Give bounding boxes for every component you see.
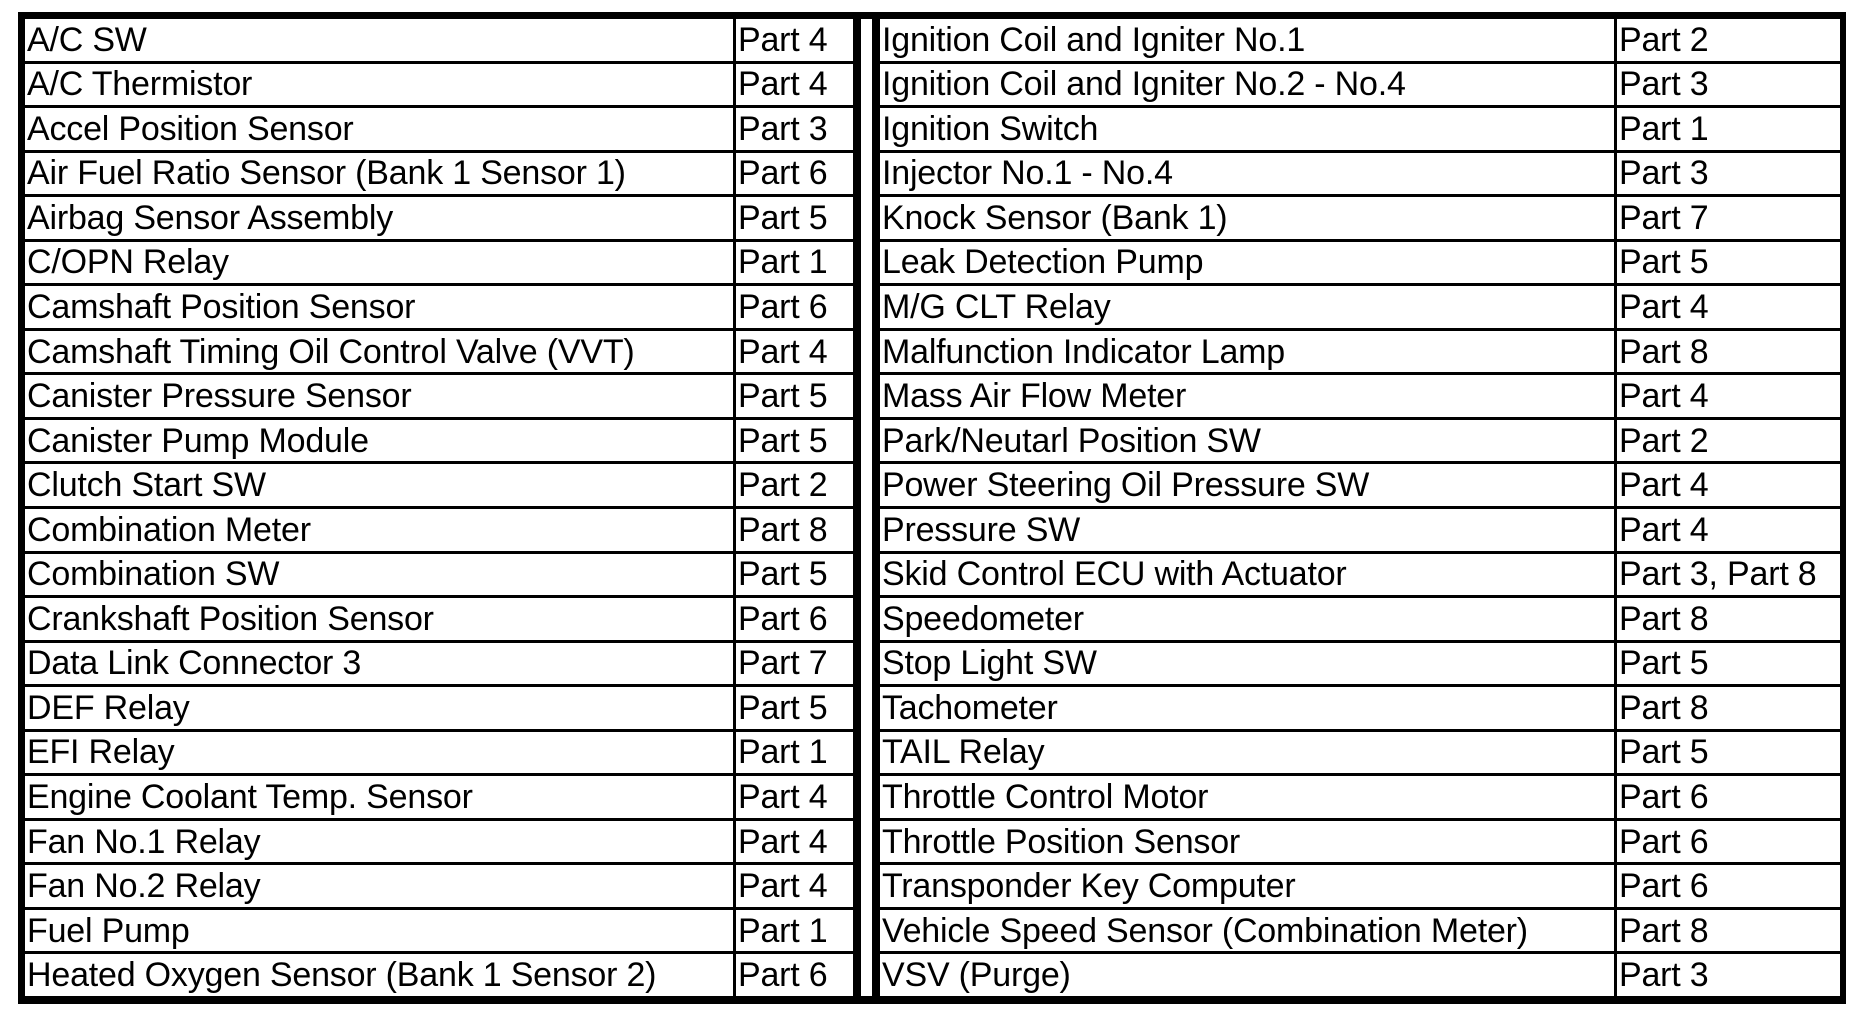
part-reference-cell: Part 1: [736, 732, 853, 774]
component-name-cell: Canister Pressure Sensor: [25, 375, 733, 417]
part-reference-cell: Part 4: [1617, 464, 1840, 506]
table-row: [880, 954, 1840, 996]
component-name-cell: Leak Detection Pump: [880, 242, 1614, 284]
table-row: [880, 108, 1840, 150]
table-row: [880, 910, 1840, 952]
table-row: [880, 19, 1840, 61]
part-reference-cell: Part 6: [1617, 865, 1840, 907]
table-row: [880, 331, 1840, 373]
part-reference-cell: Part 3: [1617, 954, 1840, 996]
table-row: [25, 687, 853, 729]
table-row: [25, 375, 853, 417]
component-name-cell: EFI Relay: [25, 732, 733, 774]
part-reference-cell: Part 4: [736, 865, 853, 907]
right-component-table: [880, 19, 1840, 996]
part-reference-cell: Part 7: [1617, 197, 1840, 239]
part-reference-cell: Part 6: [736, 153, 853, 195]
part-reference-cell: Part 8: [736, 509, 853, 551]
part-reference-cell: Part 3: [1617, 64, 1840, 106]
table-row: [25, 197, 853, 239]
part-reference-cell: Part 8: [1617, 331, 1840, 373]
component-name-cell: Throttle Position Sensor: [880, 821, 1614, 863]
part-reference-cell: Part 1: [1617, 108, 1840, 150]
part-reference-cell: Part 8: [1617, 687, 1840, 729]
table-row: [25, 19, 853, 61]
component-name-cell: Speedometer: [880, 598, 1614, 640]
part-reference-cell: Part 1: [736, 242, 853, 284]
part-reference-cell: Part 6: [736, 598, 853, 640]
table-row: [25, 108, 853, 150]
part-reference-cell: Part 8: [1617, 598, 1840, 640]
table-row: [25, 420, 853, 462]
part-reference-cell: Part 5: [736, 554, 853, 596]
component-name-cell: Malfunction Indicator Lamp: [880, 331, 1614, 373]
component-name-cell: Fuel Pump: [25, 910, 733, 952]
table-row: [880, 375, 1840, 417]
table-row: [25, 286, 853, 328]
component-index-table: [18, 12, 1846, 1004]
table-row: [880, 643, 1840, 685]
component-name-cell: Park/Neutarl Position SW: [880, 420, 1614, 462]
table-row: [880, 509, 1840, 551]
component-name-cell: Power Steering Oil Pressure SW: [880, 464, 1614, 506]
table-row: [25, 464, 853, 506]
table-row: [25, 598, 853, 640]
table-row: [880, 197, 1840, 239]
part-reference-cell: Part 4: [736, 821, 853, 863]
table-row: [25, 732, 853, 774]
part-reference-cell: Part 3: [1617, 153, 1840, 195]
component-name-cell: C/OPN Relay: [25, 242, 733, 284]
component-name-cell: Vehicle Speed Sensor (Combination Meter): [880, 910, 1614, 952]
table-row: [25, 643, 853, 685]
component-name-cell: TAIL Relay: [880, 732, 1614, 774]
part-reference-cell: Part 2: [736, 464, 853, 506]
component-name-cell: M/G CLT Relay: [880, 286, 1614, 328]
component-name-cell: Pressure SW: [880, 509, 1614, 551]
table-row: [25, 865, 853, 907]
table-row: [880, 776, 1840, 818]
table-row: [25, 954, 853, 996]
table-row: [880, 687, 1840, 729]
component-name-cell: Heated Oxygen Sensor (Bank 1 Sensor 2): [25, 954, 733, 996]
component-name-cell: Combination SW: [25, 554, 733, 596]
table-row: [25, 910, 853, 952]
table-row: [880, 464, 1840, 506]
component-name-cell: Ignition Switch: [880, 108, 1614, 150]
component-name-cell: Ignition Coil and Igniter No.2 - No.4: [880, 64, 1614, 106]
table-row: [880, 64, 1840, 106]
table-row: [880, 865, 1840, 907]
part-reference-cell: Part 2: [1617, 420, 1840, 462]
component-name-cell: Canister Pump Module: [25, 420, 733, 462]
table-row: [880, 732, 1840, 774]
part-reference-cell: Part 6: [736, 286, 853, 328]
part-reference-cell: Part 5: [736, 375, 853, 417]
component-name-cell: Camshaft Timing Oil Control Valve (VVT): [25, 331, 733, 373]
table-row: [880, 554, 1840, 596]
table-row: [880, 821, 1840, 863]
component-name-cell: Crankshaft Position Sensor: [25, 598, 733, 640]
part-reference-cell: Part 7: [736, 643, 853, 685]
part-reference-cell: Part 6: [736, 954, 853, 996]
component-name-cell: VSV (Purge): [880, 954, 1614, 996]
left-component-table: [25, 19, 853, 996]
component-name-cell: A/C Thermistor: [25, 64, 733, 106]
component-name-cell: Fan No.1 Relay: [25, 821, 733, 863]
component-name-cell: A/C SW: [25, 19, 733, 61]
component-name-cell: DEF Relay: [25, 687, 733, 729]
component-name-cell: Combination Meter: [25, 509, 733, 551]
part-reference-cell: Part 3, Part 8: [1617, 554, 1840, 596]
part-reference-cell: Part 4: [736, 19, 853, 61]
table-row: [25, 821, 853, 863]
table-row: [25, 331, 853, 373]
part-reference-cell: Part 5: [736, 687, 853, 729]
part-reference-cell: Part 4: [736, 776, 853, 818]
part-reference-cell: Part 8: [1617, 910, 1840, 952]
table-row: [25, 153, 853, 195]
part-reference-cell: Part 4: [1617, 509, 1840, 551]
table-row: [880, 153, 1840, 195]
component-name-cell: Engine Coolant Temp. Sensor: [25, 776, 733, 818]
part-reference-cell: Part 5: [1617, 242, 1840, 284]
component-name-cell: Mass Air Flow Meter: [880, 375, 1614, 417]
part-reference-cell: Part 4: [736, 331, 853, 373]
table-row: [880, 286, 1840, 328]
part-reference-cell: Part 4: [1617, 286, 1840, 328]
component-name-cell: Skid Control ECU with Actuator: [880, 554, 1614, 596]
part-reference-cell: Part 5: [1617, 732, 1840, 774]
table-row: [880, 242, 1840, 284]
component-name-cell: Fan No.2 Relay: [25, 865, 733, 907]
part-reference-cell: Part 3: [736, 108, 853, 150]
component-name-cell: Tachometer: [880, 687, 1614, 729]
component-name-cell: Camshaft Position Sensor: [25, 286, 733, 328]
part-reference-cell: Part 1: [736, 910, 853, 952]
table-row: [880, 420, 1840, 462]
component-name-cell: Airbag Sensor Assembly: [25, 197, 733, 239]
component-name-cell: Throttle Control Motor: [880, 776, 1614, 818]
table-row: [25, 776, 853, 818]
component-name-cell: Clutch Start SW: [25, 464, 733, 506]
part-reference-cell: Part 2: [1617, 19, 1840, 61]
component-name-cell: Knock Sensor (Bank 1): [880, 197, 1614, 239]
component-name-cell: Data Link Connector 3: [25, 643, 733, 685]
component-name-cell: Ignition Coil and Igniter No.1: [880, 19, 1614, 61]
part-reference-cell: Part 6: [1617, 821, 1840, 863]
part-reference-cell: Part 6: [1617, 776, 1840, 818]
table-divider: [853, 19, 880, 996]
table-row: [880, 598, 1840, 640]
part-reference-cell: Part 4: [1617, 375, 1840, 417]
part-reference-cell: Part 5: [1617, 643, 1840, 685]
table-row: [25, 554, 853, 596]
component-name-cell: Air Fuel Ratio Sensor (Bank 1 Sensor 1): [25, 153, 733, 195]
component-name-cell: Stop Light SW: [880, 643, 1614, 685]
part-reference-cell: Part 5: [736, 197, 853, 239]
table-row: [25, 242, 853, 284]
component-name-cell: Injector No.1 - No.4: [880, 153, 1614, 195]
part-reference-cell: Part 5: [736, 420, 853, 462]
table-row: [25, 64, 853, 106]
component-name-cell: Accel Position Sensor: [25, 108, 733, 150]
table-row: [25, 509, 853, 551]
part-reference-cell: Part 4: [736, 64, 853, 106]
component-name-cell: Transponder Key Computer: [880, 865, 1614, 907]
